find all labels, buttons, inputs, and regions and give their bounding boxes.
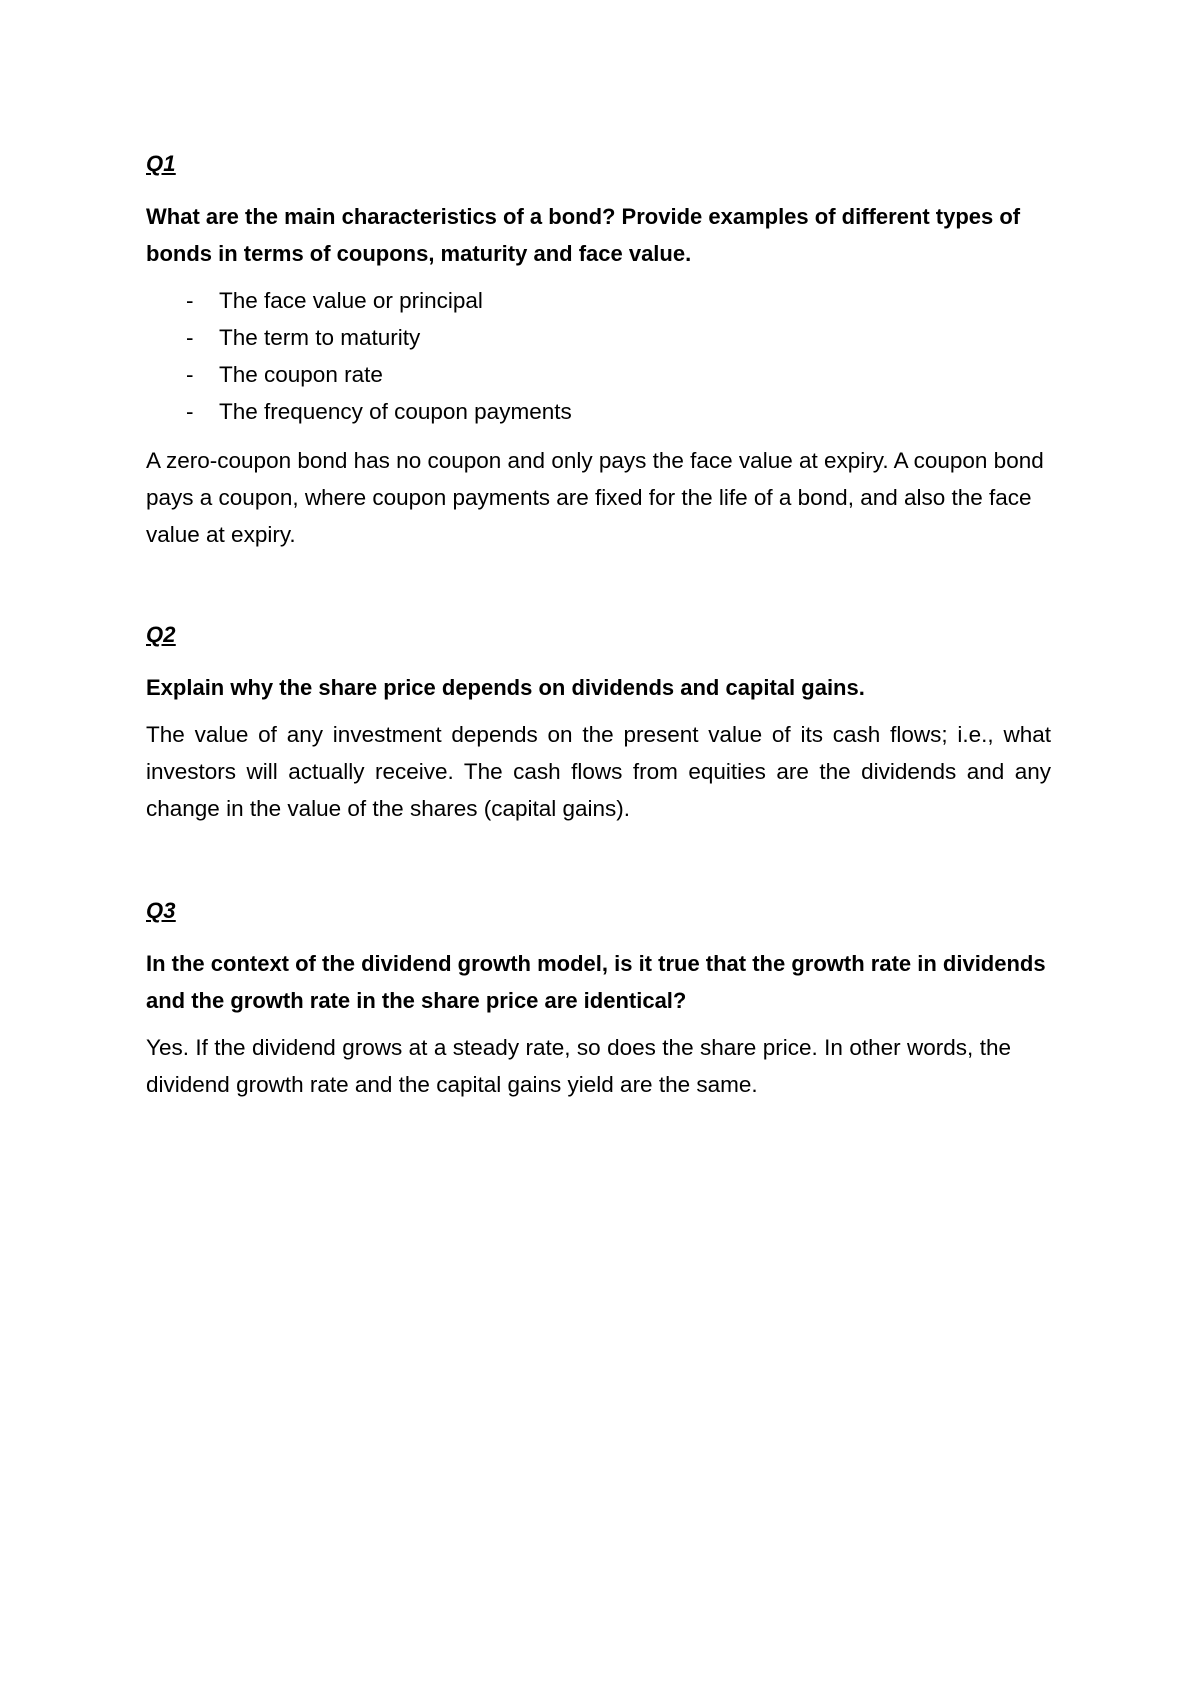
dash-marker: -	[186, 399, 194, 424]
list-item	[146, 282, 1066, 319]
answer-text: Yes. If the dividend grows at a steady rate, so does the share price. In other words, the dividend growth rate and the capital gains yield are the same.	[146, 1035, 1011, 1097]
dash-marker: -	[186, 288, 194, 313]
dash-marker: -	[186, 325, 194, 350]
list-item-text: The frequency of coupon payments	[219, 399, 572, 424]
answer-text: A zero-coupon bond has no coupon and only pays the face value at expiry. A coupon bond pays a coupon, where coupon payments are fixed for the life of a bond, and also the face value at expiry.	[146, 448, 1044, 547]
list-item-text: The face value or principal	[219, 288, 483, 313]
dash-marker: -	[186, 362, 194, 387]
list-item	[146, 393, 1066, 430]
list-item-text: The term to maturity	[219, 325, 421, 350]
question-label: Q2	[146, 622, 176, 647]
list-item-text: The coupon rate	[219, 362, 383, 387]
question-section-3	[146, 897, 1066, 1103]
list-item	[146, 319, 1066, 356]
question-text: What are the main characteristics of a bond? Provide examples of different types of bonds in terms of coupons, maturity and face value.	[146, 204, 1021, 266]
question-text: Explain why the share price depends on dividends and capital gains.	[146, 675, 865, 700]
document-content	[146, 150, 1066, 1103]
question-section-1	[146, 150, 1066, 553]
list-item	[146, 356, 1066, 393]
question-label: Q3	[146, 898, 176, 923]
answer-text: The value of any investment depends on the present value of its cash flows; i.e., what investors will actually receive. The cash flows from equities are the dividends and any change in the value of the shares (capital gains).	[146, 722, 1051, 821]
characteristics-list	[146, 282, 1066, 430]
question-section-2	[146, 621, 1066, 827]
question-text: In the context of the dividend growth model, is it true that the growth rate in dividends and the growth rate in the share price are identical?	[146, 951, 1046, 1013]
question-label: Q1	[146, 151, 176, 176]
